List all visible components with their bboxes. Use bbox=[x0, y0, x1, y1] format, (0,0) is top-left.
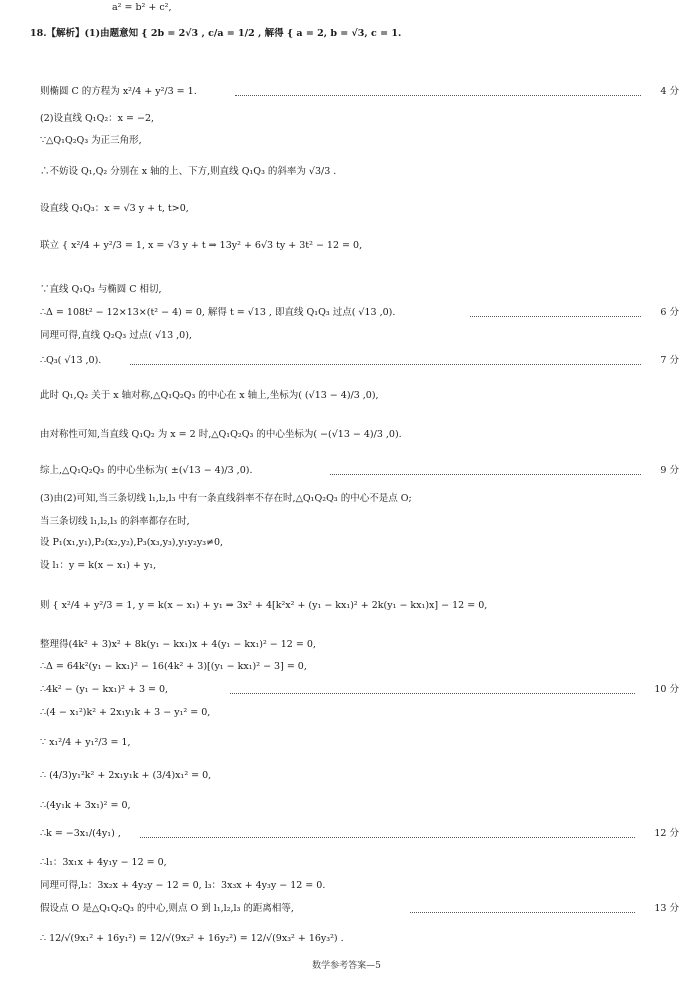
text-line: ∴k = −3x₁/(4y₁) , bbox=[40, 828, 121, 839]
text-line: 当三条切线 l₁,l₂,l₃ 的斜率都存在时, bbox=[40, 516, 190, 527]
text-line: ∴ 12/√(9x₁² + 16y₁²) = 12/√(9x₂² + 16y₂²) = 12/√(9x₃² + 16y₃²) . bbox=[40, 933, 344, 944]
score-label: 7 分 bbox=[660, 355, 679, 366]
text-line: ∴(4 − x₁²)k² + 2x₁y₁k + 3 − y₁² = 0, bbox=[40, 707, 211, 718]
text-line: 整理得(4k² + 3)x² + 8k(y₁ − kx₁)x + 4(y₁ − kx₁)² − 12 = 0, bbox=[40, 639, 316, 650]
text-line: 假设点 O 是△Q₁Q₂Q₃ 的中心,则点 O 到 l₁,l₂,l₃ 的距离相等, bbox=[40, 903, 294, 914]
text-line: (3)由(2)可知,当三条切线 l₁,l₂,l₃ 中有一条直线斜率不存在时,△Q₁Q₂Q₃ 的中心不是点 O; bbox=[40, 493, 412, 504]
text-line: ∴Δ = 108t² − 12×13×(t² − 4) = 0, 解得 t = √13 , 即直线 Q₁Q₃ 过点( √13 ,0). bbox=[40, 307, 396, 318]
text-line: ∴Q₃( √13 ,0). bbox=[40, 355, 102, 366]
score-label: 13 分 bbox=[654, 903, 679, 914]
text-line: ∵直线 Q₁Q₃ 与椭圆 C 相切, bbox=[40, 284, 162, 295]
text-line: a² = b² + c², bbox=[112, 2, 172, 13]
text-line: 由对称性可知,当直线 Q₁Q₂ 为 x = 2 时,△Q₁Q₂Q₃ 的中心坐标为( −(√13 − 4)/3 ,0). bbox=[40, 429, 402, 440]
text-line: 设 l₁：y = k(x − x₁) + y₁, bbox=[40, 560, 157, 571]
text-line: ∴不妨设 Q₁,Q₂ 分别在 x 轴的上、下方,则直线 Q₁Q₃ 的斜率为 √3/3 . bbox=[40, 166, 337, 177]
text-line: 此时 Q₁,Q₂ 关于 x 轴对称,△Q₁Q₂Q₃ 的中心在 x 轴上,坐标为( (√13 − 4)/3 ,0), bbox=[40, 390, 379, 401]
dot-leader bbox=[470, 316, 641, 317]
text-line: (2)设直线 Q₁Q₂：x = −2, bbox=[40, 113, 155, 124]
text-line: ∴Δ = 64k²(y₁ − kx₁)² − 16(4k² + 3)[(y₁ − kx₁)² − 3] = 0, bbox=[40, 661, 307, 672]
text-line: 设直线 Q₁Q₃：x = √3 y + t, t>0, bbox=[40, 203, 189, 214]
dot-leader bbox=[330, 474, 641, 475]
text-line: ∵△Q₁Q₂Q₃ 为正三角形, bbox=[40, 135, 142, 146]
text-line: ∴ (4/3)y₁²k² + 2x₁y₁k + (3/4)x₁² = 0, bbox=[40, 770, 212, 781]
score-label: 9 分 bbox=[660, 465, 679, 476]
score-label: 4 分 bbox=[660, 86, 679, 97]
score-label: 6 分 bbox=[660, 307, 679, 318]
text-line: 设 P₁(x₁,y₁),P₂(x₂,y₂),P₃(x₃,y₃),y₁y₂y₃≠0, bbox=[40, 537, 224, 548]
score-label: 12 分 bbox=[654, 828, 679, 839]
dot-leader bbox=[235, 95, 641, 96]
text-line: 综上,△Q₁Q₂Q₃ 的中心坐标为( ±(√13 − 4)/3 ,0). bbox=[40, 465, 253, 476]
text-line: ∵ x₁²/4 + y₁²/3 = 1, bbox=[40, 737, 131, 748]
dot-leader bbox=[140, 837, 635, 838]
text-line: 同理可得,l₂：3x₂x + 4y₂y − 12 = 0, l₃：3x₃x + 4y₃y − 12 = 0. bbox=[40, 880, 326, 891]
text-line: ∴(4y₁k + 3x₁)² = 0, bbox=[40, 800, 131, 811]
page-footer: 数学参考答案—5 bbox=[312, 961, 381, 971]
text-line: 联立 { x²/4 + y²/3 = 1, x = √3 y + t ⇒ 13y² + 6√3 ty + 3t² − 12 = 0, bbox=[40, 240, 363, 251]
dot-leader bbox=[130, 364, 641, 365]
score-label: 10 分 bbox=[654, 684, 679, 695]
text-line: 同理可得,直线 Q₂Q₃ 过点( √13 ,0), bbox=[40, 330, 192, 341]
text-line: ∴4k² − (y₁ − kx₁)² + 3 = 0, bbox=[40, 684, 169, 695]
problem-heading: 18.【解析】(1)由题意知 { 2b = 2√3 , c/a = 1/2 , 解得 { a = 2, b = √3, c = 1. bbox=[30, 28, 402, 39]
text-line: 则椭圆 C 的方程为 x²/4 + y²/3 = 1. bbox=[40, 86, 197, 97]
dot-leader bbox=[230, 693, 635, 694]
text-line: ∴l₁：3x₁x + 4y₁y − 12 = 0, bbox=[40, 857, 167, 868]
text-line: 则 { x²/4 + y²/3 = 1, y = k(x − x₁) + y₁ ⇒ 3x² + 4[k²x² + (y₁ − kx₁)² + 2k(y₁ − kx₁)x] − 12 = 0, bbox=[40, 600, 488, 611]
dot-leader bbox=[410, 912, 635, 913]
